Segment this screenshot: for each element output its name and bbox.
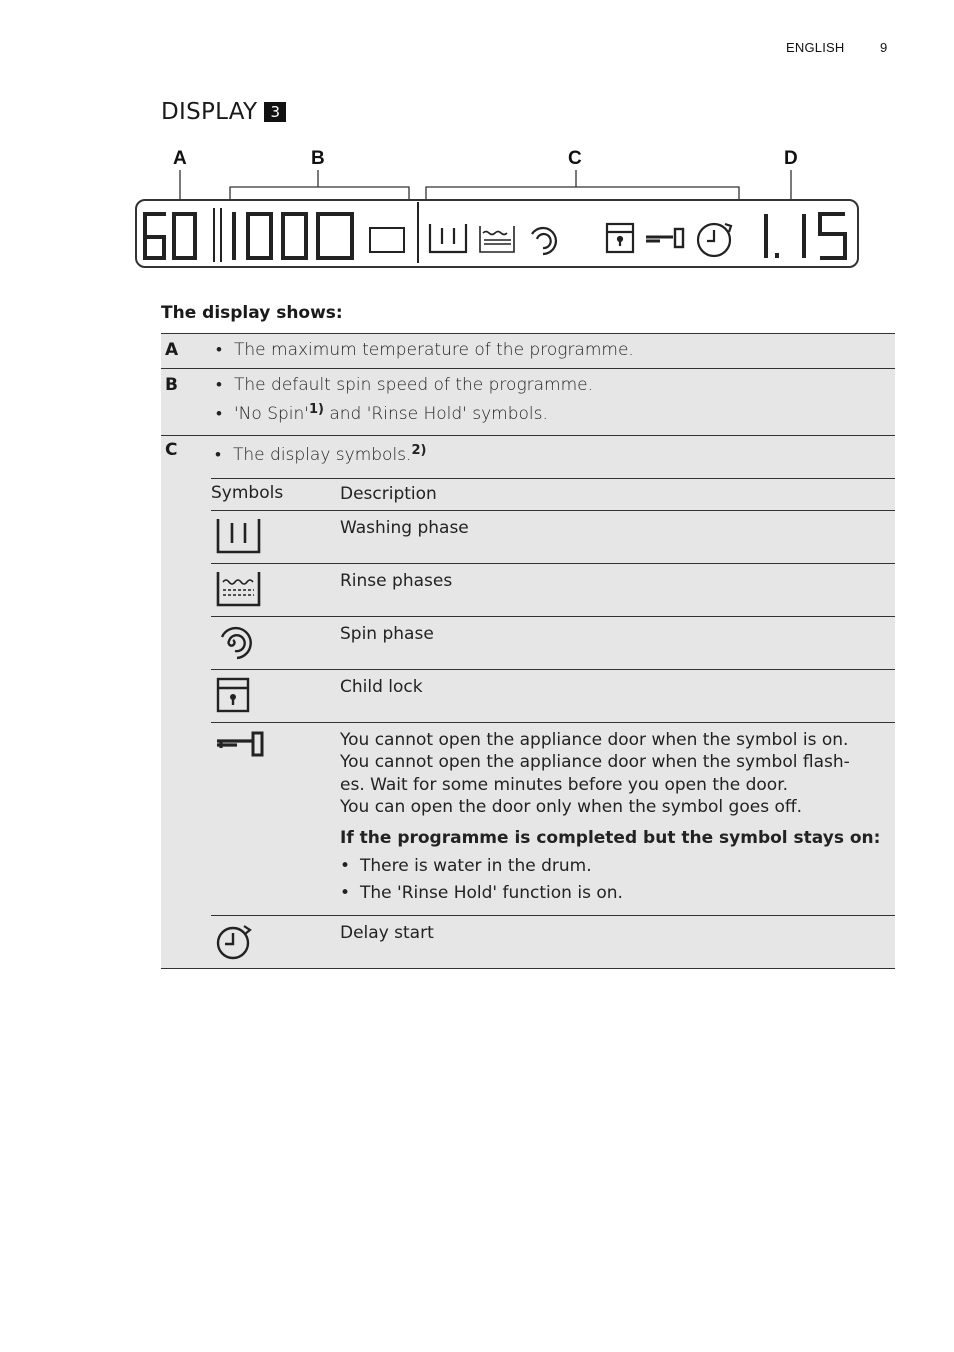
- table-row: [161, 334, 895, 369]
- door-lock-bold-note: If the programme is completed but the symbol stays on:: [340, 827, 881, 848]
- door-lock-icon: [215, 729, 269, 761]
- table-row: [161, 369, 895, 436]
- row-b-item-1: • The default spin speed of the programme.: [212, 372, 894, 398]
- spin-phase-icon: [215, 623, 255, 661]
- symbol-description: Washing phase: [340, 510, 895, 563]
- rinse-phases-icon: [215, 570, 263, 608]
- section-title: [161, 99, 286, 125]
- door-lock-line: es. Wait for some minutes before you open the door.: [340, 774, 789, 795]
- header-language: ENGLISH: [786, 40, 845, 55]
- callout-label-a: A: [173, 148, 187, 169]
- display-frame: [136, 200, 858, 267]
- table-row: [211, 616, 895, 669]
- symbol-description: Spin phase: [340, 616, 895, 669]
- table-row: [161, 436, 895, 969]
- table-row: [211, 563, 895, 616]
- page-number: 9: [880, 40, 888, 55]
- table-row: [211, 916, 895, 969]
- delay-start-icon: [215, 922, 255, 960]
- child-lock-icon: [215, 676, 255, 714]
- display-diagram: [130, 140, 865, 275]
- col-symbols-header: Symbols: [211, 479, 340, 511]
- row-key-c: C: [161, 436, 211, 969]
- symbol-description: Rinse phases: [340, 563, 895, 616]
- display-shows-heading: The display shows:: [161, 303, 343, 323]
- section-title-text: DISPLAY: [161, 99, 258, 125]
- callout-label-d: D: [784, 148, 798, 169]
- display-table: [161, 333, 895, 969]
- door-lock-line: You cannot open the appliance door when the symbol is on.: [340, 729, 849, 750]
- symbol-description: Child lock: [340, 669, 895, 722]
- door-lock-line: You cannot open the appliance door when the symbol flash-: [340, 752, 850, 772]
- figure-ref-badge: 3: [264, 102, 286, 122]
- symbols-table: [211, 478, 895, 968]
- table-row: [211, 669, 895, 722]
- callout-label-c: C: [568, 148, 582, 169]
- table-row: [211, 510, 895, 563]
- row-c-item: • The display symbols.$^{2)}$: [211, 440, 895, 470]
- washing-phase-icon: [215, 517, 263, 555]
- callout-label-b: B: [311, 148, 325, 169]
- symbols-header-row: [211, 479, 895, 511]
- table-row: [211, 722, 895, 916]
- door-lock-bullet: • There is water in the drum.: [340, 853, 887, 880]
- symbol-description: Delay start: [340, 916, 895, 969]
- door-lock-line: You can open the door only when the symbol goes off.: [340, 797, 802, 817]
- row-b-item-2: • 'No $Spin'^{1)}$ and 'Rinse Hold' symbols.: [212, 398, 894, 430]
- row-a-item: • The maximum temperature of the programme.: [212, 337, 894, 363]
- door-lock-bullet: • The 'Rinse Hold' function is on.: [340, 880, 887, 907]
- row-key-b: B: [161, 369, 211, 436]
- col-description-header: Description: [340, 479, 895, 511]
- row-key-a: A: [161, 334, 211, 369]
